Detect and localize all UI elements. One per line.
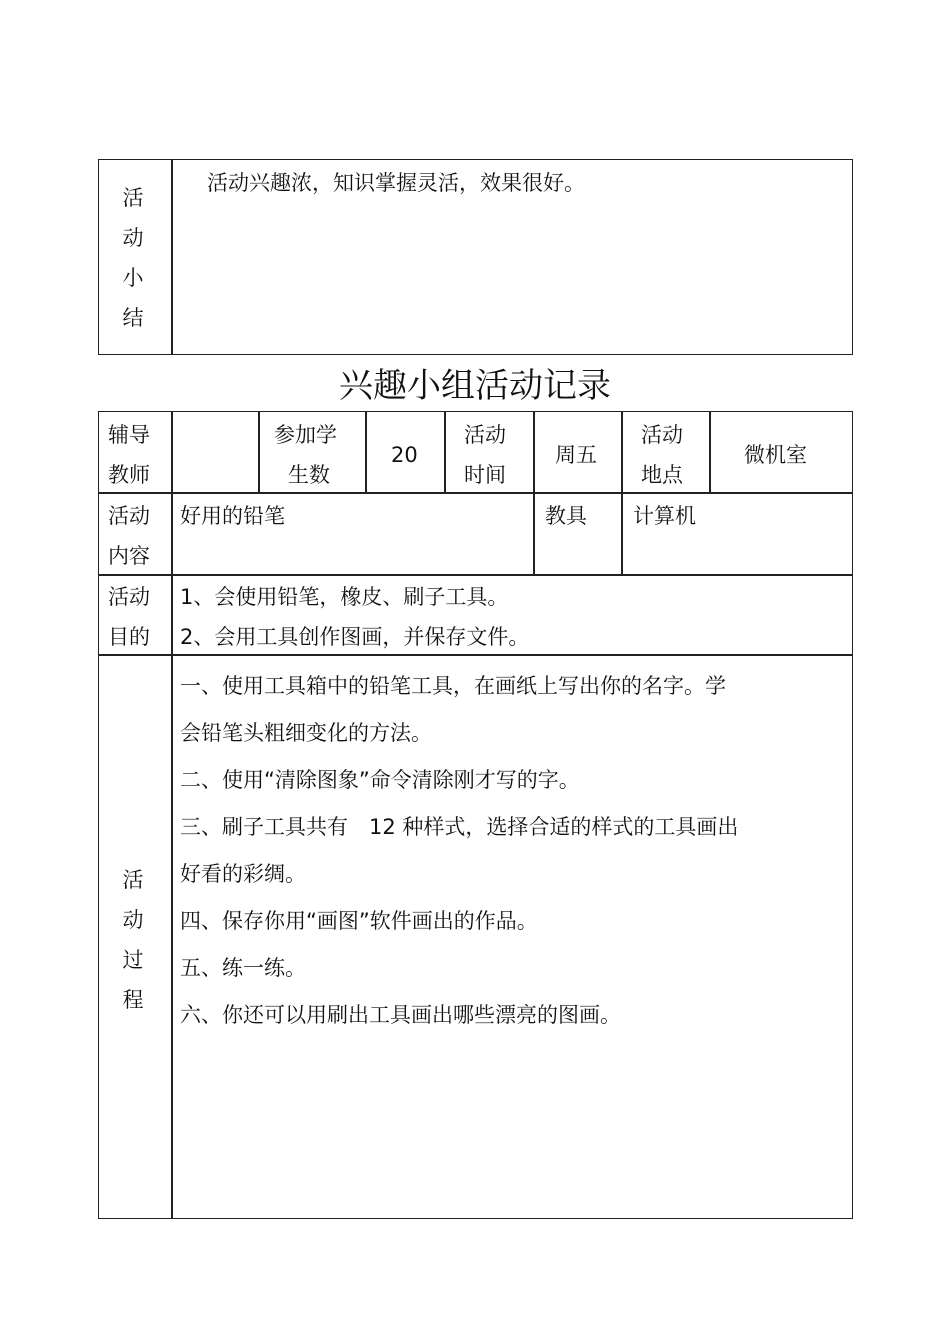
process-line: 六、你还可以用刷出工具画出哪些漂亮的图画。 xyxy=(180,1003,621,1027)
time-label-line2: 时间 xyxy=(464,463,506,487)
goal-label-line2: 目的 xyxy=(108,625,150,649)
tools-label: 教具 xyxy=(545,504,587,528)
col-divider xyxy=(365,411,367,493)
process-label-char: 过 xyxy=(122,948,144,972)
col-divider xyxy=(533,411,535,575)
process-label-char: 活 xyxy=(122,868,144,892)
process-label-char: 程 xyxy=(122,988,144,1012)
teacher-label-line2: 教师 xyxy=(108,463,150,487)
students-label-line2: 生数 xyxy=(288,463,330,487)
row-divider xyxy=(98,574,853,576)
goal-label-line1: 活动 xyxy=(108,585,150,609)
page-title: 兴趣小组活动记录 xyxy=(339,366,611,406)
students-value: 20 xyxy=(391,443,418,467)
process-line: 好看的彩绸。 xyxy=(180,862,306,886)
col-divider xyxy=(709,411,711,493)
time-value: 周五 xyxy=(555,443,597,467)
process-line: 四、保存你用“画图”软件画出的作品。 xyxy=(180,909,538,933)
students-label-line1: 参加学 xyxy=(274,423,337,447)
content-label-line1: 活动 xyxy=(108,504,150,528)
col-divider xyxy=(171,411,173,1219)
time-label-line1: 活动 xyxy=(464,423,506,447)
teacher-label-line1: 辅导 xyxy=(108,423,150,447)
goal-line: 1、会使用铅笔，橡皮、刷子工具。 xyxy=(180,585,509,609)
summary-text: 活动兴趣浓，知识掌握灵活，效果很好。 xyxy=(207,171,585,195)
summary-divider xyxy=(171,159,173,355)
summary-label-char: 活 xyxy=(122,186,144,210)
tools-value: 计算机 xyxy=(633,504,696,528)
summary-label-char: 小 xyxy=(122,266,144,290)
col-divider xyxy=(258,411,260,493)
process-line: 二、使用“清除图象”命令清除刚才写的字。 xyxy=(180,768,580,792)
process-line: 三、刷子工具共有 12 种样式，选择合适的样式的工具画出 xyxy=(180,815,739,839)
place-label-line2: 地点 xyxy=(641,463,683,487)
place-value: 微机室 xyxy=(744,443,807,467)
col-divider xyxy=(621,411,623,493)
place-label-line1: 活动 xyxy=(641,423,683,447)
content-label-line2: 内容 xyxy=(108,544,150,568)
content-value: 好用的铅笔 xyxy=(180,504,285,528)
process-line: 会铅笔头粗细变化的方法。 xyxy=(180,721,432,745)
process-line: 一、使用工具箱中的铅笔工具，在画纸上写出你的名字。学 xyxy=(180,674,726,698)
col-divider xyxy=(621,492,623,575)
summary-label-char: 结 xyxy=(122,306,144,330)
summary-label-char: 动 xyxy=(122,226,144,250)
process-label-char: 动 xyxy=(122,908,144,932)
process-line: 五、练一练。 xyxy=(180,956,306,980)
col-divider xyxy=(444,411,446,493)
goal-line: 2、会用工具创作图画，并保存文件。 xyxy=(180,625,530,649)
